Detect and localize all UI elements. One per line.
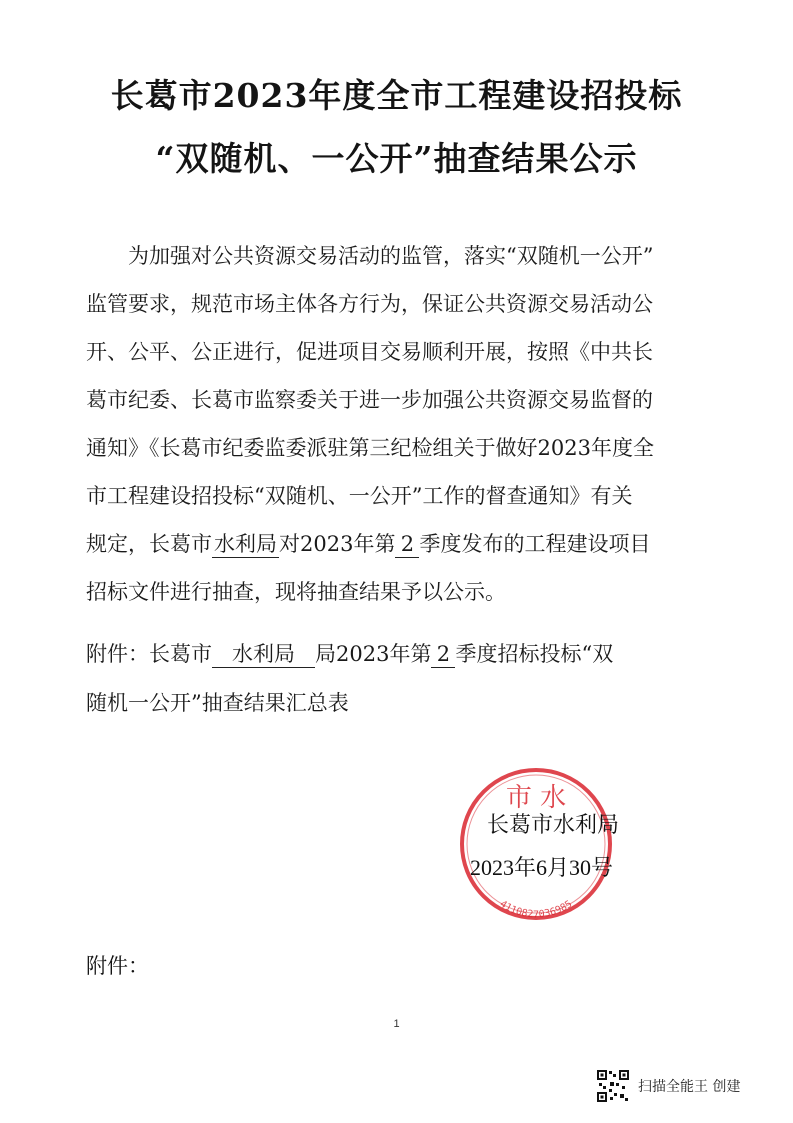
- attachment-text-segment: 季度招标投标“双: [455, 642, 614, 666]
- quarter-fill-in: 2: [395, 531, 419, 558]
- body-line-7: [86, 520, 711, 568]
- body-line: 监管要求，规范市场主体各方行为，保证公共资源交易活动公: [86, 292, 653, 316]
- body-text-segment: 对2023年第: [279, 532, 396, 556]
- attachment-line-1: [86, 630, 711, 679]
- signature-date: 2023年6月30号: [470, 855, 614, 880]
- body-text-segment: 季度发布的工程建设项目: [419, 532, 651, 556]
- body-line: 开、公平、公正进行，促进项目交易顺利开展，按照《中共长: [86, 340, 653, 364]
- stamp-top-text: 市 水: [505, 783, 567, 813]
- body-line: 市工程建设招投标“双随机、一公开”工作的督查通知》有关: [86, 484, 633, 508]
- attachment-line-2: 随机一公开”抽查结果汇总表: [86, 691, 349, 715]
- attachment-text-segment: 附件：长葛市: [86, 642, 212, 666]
- official-seal-stamp: [456, 764, 616, 924]
- body-line: 招标文件进行抽查，现将抽查结果予以公示。: [86, 580, 506, 604]
- body-line: 通知》《长葛市纪委监委派驻第三纪检组关于做好2023年度全: [86, 436, 654, 460]
- attachment-text-segment: 局2023年第: [315, 642, 432, 666]
- document-title-line-1: 长葛市2023年度全市工程建设招投标: [110, 76, 683, 115]
- scanner-app-label: 扫描全能王 创建: [638, 1079, 741, 1095]
- stamp-serial-number: 4110827036985: [497, 898, 575, 921]
- signature-organization: 长葛市水利局: [487, 812, 620, 837]
- body-paragraph: [86, 232, 711, 616]
- body-line: 葛市纪委、长葛市监察委关于进一步加强公共资源交易监督的: [86, 388, 653, 412]
- attachment-quarter-fill-in: 2: [431, 641, 455, 668]
- svg-text:4110827036985: [498, 899, 575, 921]
- attachment-department-fill-in: 水利局: [212, 641, 315, 668]
- qr-code-icon: [596, 1069, 630, 1103]
- document-title-line-2: “双随机、一公开”抽查结果公示: [155, 139, 638, 178]
- body-text-segment: 规定，长葛市: [86, 532, 212, 556]
- department-fill-in: 水利局: [214, 532, 277, 556]
- body-line: 为加强对公共资源交易活动的监管，落实“双随机一公开”: [128, 244, 654, 268]
- attachment-footer-label: 附件：: [86, 954, 149, 978]
- scanner-watermark: [596, 1068, 740, 1104]
- page-number: 1: [393, 1018, 400, 1030]
- attachment-note: [86, 630, 711, 728]
